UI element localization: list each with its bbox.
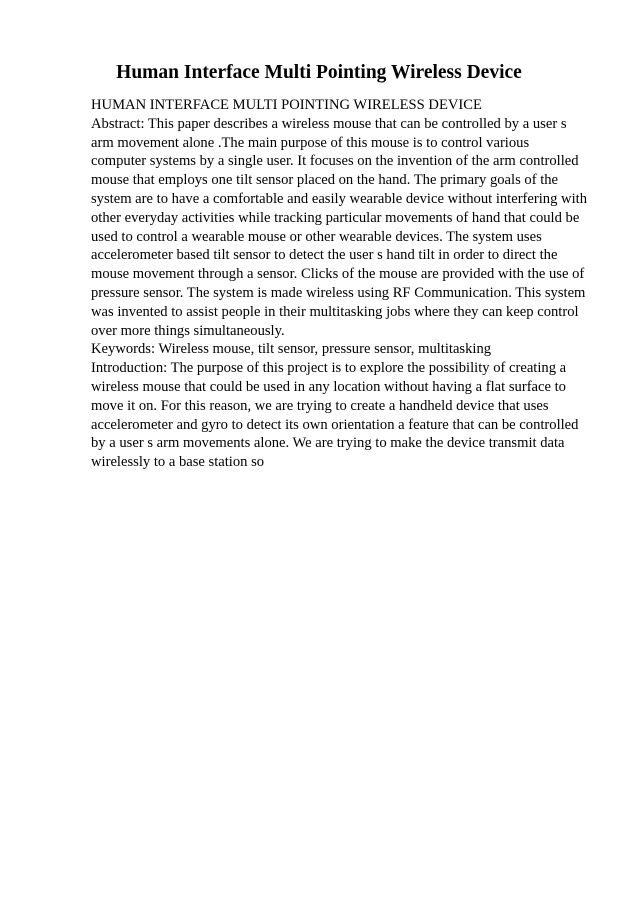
abstract-line: mouse movement through a sensor. Clicks of the mouse are provided with the use of bbox=[91, 266, 585, 283]
abstract-line: Abstract: This paper describes a wireless mouse that can be controlled by a user s bbox=[91, 115, 567, 132]
abstract-line: mouse that employs one tilt sensor placed on the hand. The primary goals of the bbox=[91, 172, 559, 189]
introduction-line: Introduction: The purpose of this project is to explore the possibility of creating a bbox=[91, 360, 567, 377]
abstract-line: used to control a wearable mouse or other wearable devices. The system uses bbox=[91, 228, 542, 245]
abstract-line: accelerometer based tilt sensor to detect the user s hand tilt in order to direct the bbox=[91, 247, 558, 264]
heading-line: HUMAN INTERFACE MULTI POINTING WIRELESS DEVICE bbox=[91, 97, 482, 113]
introduction-line: move it on. For this reason, we are trying to create a handheld device that uses bbox=[91, 397, 549, 414]
document-body bbox=[91, 96, 591, 472]
abstract-line: computer systems by a single user. It focuses on the invention of the arm controlled bbox=[91, 153, 579, 170]
introduction-line: by a user s arm movements alone. We are trying to make the device transmit data bbox=[91, 435, 565, 452]
introduction-line: wirelessly to a base station so bbox=[91, 454, 265, 471]
abstract-line: over more things simultaneously. bbox=[91, 322, 285, 339]
abstract-line: was invented to assist people in their multitasking jobs where they can keep control bbox=[91, 303, 579, 320]
abstract-line: system are to have a comfortable and easily wearable device without interfering with bbox=[91, 190, 587, 207]
introduction-line: wireless mouse that could be used in any location without having a flat surface to bbox=[91, 378, 566, 395]
introduction-line: accelerometer and gyro to detect its own orientation a feature that can be controlled bbox=[91, 416, 579, 433]
abstract-line: pressure sensor. The system is made wireless using RF Communication. This system bbox=[91, 284, 586, 301]
document-title: Human Interface Multi Pointing Wireless Device bbox=[116, 62, 522, 83]
abstract-line: arm movement alone .The main purpose of this mouse is to control various bbox=[91, 134, 530, 151]
keywords-line: Keywords: Wireless mouse, tilt sensor, pressure sensor, multitasking bbox=[91, 341, 492, 358]
abstract-line: other everyday activities while tracking particular movements of hand that could be bbox=[91, 209, 580, 226]
